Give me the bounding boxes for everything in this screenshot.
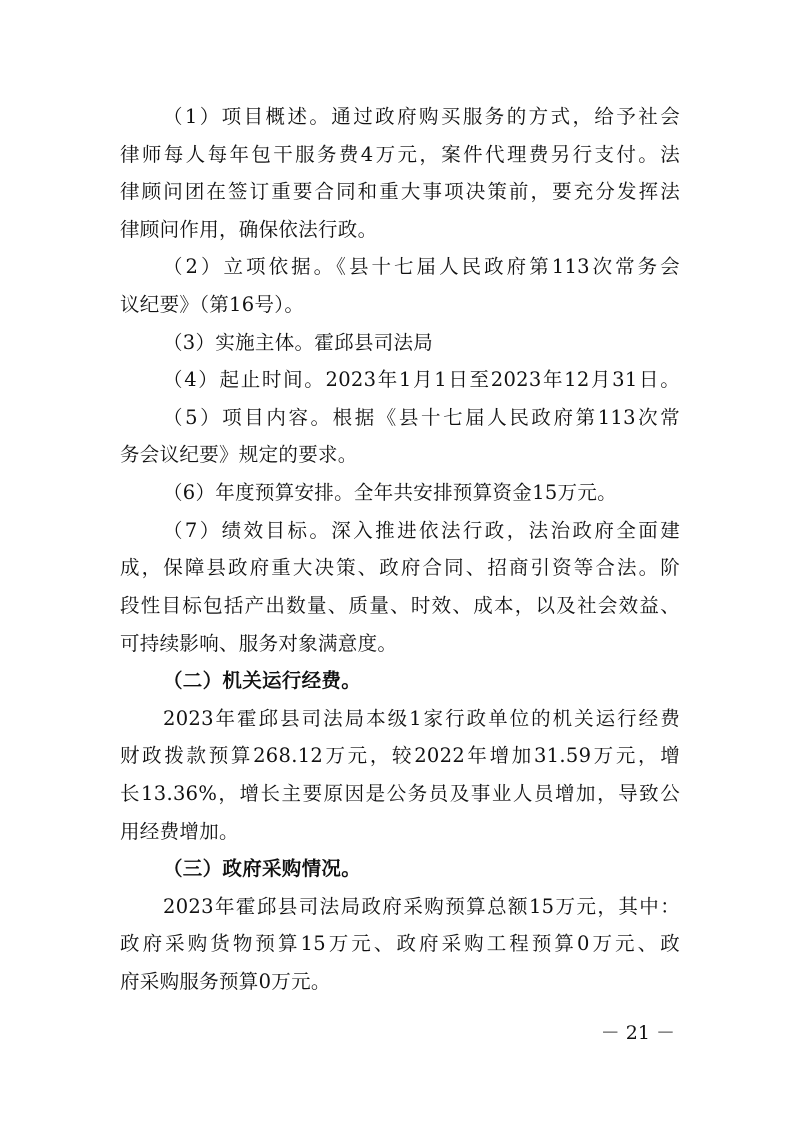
project-overview-line-2: 律师每人每年包干服务费4万元，案件代理费另行支付。法 [120,143,680,166]
project-overview-line-3: 律顾问团在签订重要合同和重大事项决策前，要充分发挥法 [120,180,680,203]
content-line-2: 务会议纪要》规定的要求。 [120,443,358,466]
procurement-line-1: 2023年霍邱县司法局政府采购预算总额15万元，其中： [163,895,680,918]
operating-costs-line-2: 财政拨款预算268.12万元，较2022年增加31.59万元，增 [120,744,681,767]
project-overview-line-1: （1）项目概述。通过政府购买服务的方式，给予社会 [163,105,680,128]
basis-line-2: 议纪要》（第16号）。 [120,293,305,316]
operating-costs-line-4: 用经费增加。 [120,820,239,843]
page-number: － 21 － [600,1022,675,1044]
section-heading-procurement: （三）政府采购情况。 [163,857,362,880]
content-line-1: （5）项目内容。根据《县十七届人民政府第113次常 [163,406,680,429]
project-overview-line-4: 律顾问作用，确保依法行政。 [120,218,378,241]
goal-line-2: 成，保障县政府重大决策、政府合同、招商引资等合法。阶 [120,556,680,579]
goal-line-1: （7）绩效目标。深入推进依法行政，法治政府全面建 [163,519,680,542]
goal-line-3: 段性目标包括产出数量、质量、时效、成本，以及社会效益、 [120,594,680,617]
implementer-line: （3）实施主体。霍邱县司法局 [163,331,434,354]
procurement-line-3: 府采购服务预算0万元。 [120,970,331,993]
section-heading-operating-costs: （二）机关运行经费。 [163,669,362,692]
duration-line: （4）起止时间。2023年1月1日至2023年12月31日。 [163,368,680,391]
operating-costs-line-3: 长13.36%，增长主要原因是公务员及事业人员增加，导致公 [120,782,680,805]
basis-line-1: （2）立项依据。《县十七届人民政府第113次常务会 [163,255,680,278]
budget-line: （6）年度预算安排。全年共安排预算资金15万元。 [163,481,617,504]
goal-line-4: 可持续影响、服务对象满意度。 [120,632,398,655]
procurement-line-2: 政府采购货物预算15万元、政府采购工程预算0万元、政 [120,932,680,955]
operating-costs-line-1: 2023年霍邱县司法局本级1家行政单位的机关运行经费 [163,707,680,730]
